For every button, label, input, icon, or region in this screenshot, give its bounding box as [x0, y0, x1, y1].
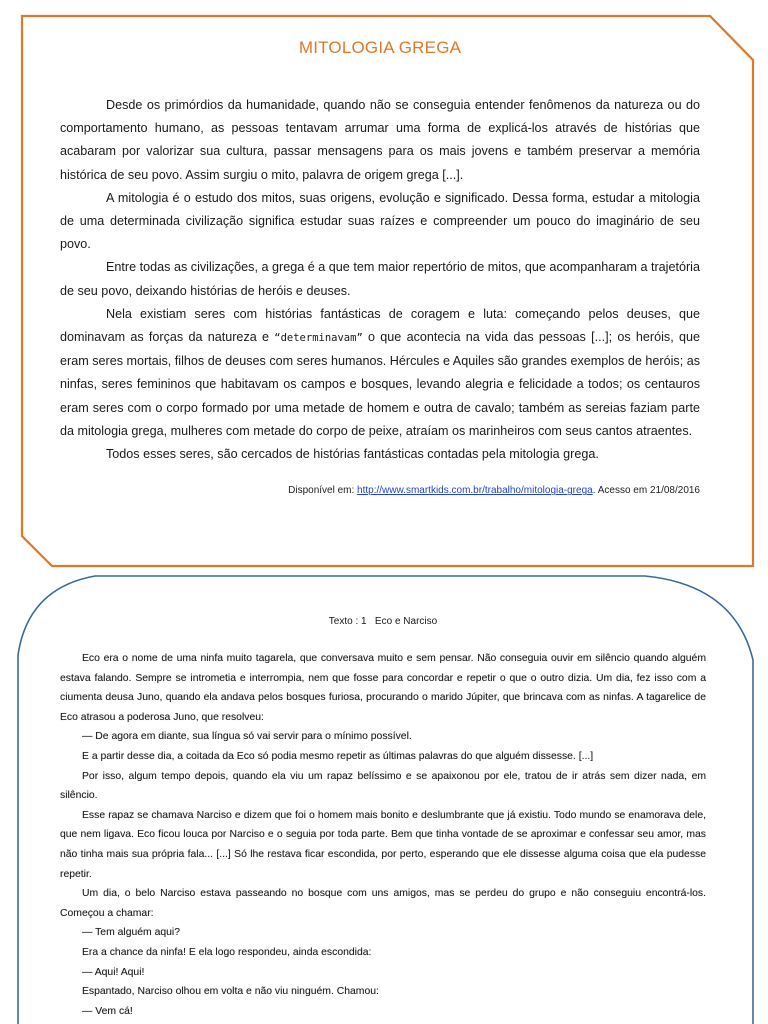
paragraph-part: Nela existiam seres com histórias fantásticas de coragem e luta: começando pelos deuses, que dominavam as forças da natureza e	[60, 306, 700, 345]
source-link[interactable]: http://www.smartkids.com.br/trabalho/mitologia-grega	[357, 485, 593, 497]
paragraph: A mitologia é o estudo dos mitos, suas origens, evolução e significado. Dessa forma, estudar a mitologia de uma determinada civilização significa estudar suas raízes e compreender um pouco do imaginário de seu povo.	[60, 190, 700, 252]
quoted-word: “determinavam”	[274, 332, 363, 345]
text-title: Texto : 1 Eco e Narciso	[328, 616, 438, 627]
paragraph: — De agora em diante, sua língua só vai servir para o mínimo possível.	[82, 731, 412, 743]
mythology-body	[60, 94, 700, 466]
paragraph: Entre todas as civilizações, a grega é a que tem maior repertório de mitos, que acompanharam a trajetória de seu povo, deixando histórias de heróis e deuses.	[60, 260, 700, 298]
eco-narciso-section	[60, 613, 706, 1024]
paragraph: Era a chance da ninfa! E ela logo respondeu, ainda escondida:	[82, 946, 372, 958]
source-prefix: Disponível em:	[288, 485, 358, 497]
paragraph: Desde os primórdios da humanidade, quando não se conseguia entender fenômenos da natureza ou do comportamento humano, as pessoas tentavam arrumar uma forma de explicá-los através de histórias que acabaram por valorizar sua cultura, passar mensagens para os mais jovens e também preservar a memória histórica de seu povo. Assim surgiu o mito, palavra de origem grega [...].	[60, 98, 700, 182]
paragraph: — Aqui! Aqui!	[82, 966, 145, 978]
paragraph: Por isso, algum tempo depois, quando ela viu um rapaz belíssimo e se apaixonou por ele, tratou de ir atrás sem dizer nada, em silêncio.	[60, 770, 706, 802]
paragraph: — Vem cá!	[82, 1005, 133, 1017]
paragraph: Espantado, Narciso olhou em volta e não viu ninguém. Chamou:	[82, 986, 379, 998]
paragraph: — Tem alguém aqui?	[82, 927, 180, 939]
paragraph-part: o que acontecia na vida das pessoas [...]; os heróis, que eram seres mortais, filhos de deuses com seres humanos. Hércules e Aquiles são grandes exemplos de heróis; as ninfas, seres femininos que habitavam os campos e bosques, levando alegria e felicidade a todos; os centauros eram seres com o corpo formado por uma metade de homem e outra de cavalo; também as sereias faziam parte da mitologia grega, mulheres com metade do corpo de peixe, atraíam os marinheiros com seus cantos atraentes.	[60, 330, 700, 438]
mythology-section	[60, 32, 700, 547]
section-title: MITOLOGIA GREGA	[298, 38, 462, 57]
paragraph: Todos esses seres, são cercados de histórias fantásticas contadas pela mitologia grega.	[106, 447, 599, 462]
paragraph	[60, 303, 700, 443]
paragraph: E a partir desse dia, a coitada da Eco só podia mesmo repetir as últimas palavras do que alguém dissesse. [...]	[82, 750, 594, 762]
paragraph: Esse rapaz se chamava Narciso e dizem que foi o homem mais bonito e deslumbrante que já existiu. Todo mundo se enamorava dele, que nem ligava. Eco ficou louca por Narciso e o seguia por toda parte. Bem que tinha vontade de se aproximar e confessar seu amor, mas não tinha mais sua própria fala... [...] Só lhe restava ficar escondida, por perto, esperando que ele dissesse alguma coisa que ela pudesse repetir.	[60, 809, 706, 880]
paragraph: Eco era o nome de uma ninfa muito tagarela, que conversava muito e sem pensar. Não conseguia ouvir em silêncio quando alguém estava falando. Sempre se intrometia e interrompia, nem que fosse para concordar e repetir o que o outro dizia. Um dia, fez isso com a ciumenta deusa Juno, quando ela andava pelos bosques furiosa, procurando o marido Júpiter, que brincava com as ninfas. A tagarelice de Eco atrasou a poderosa Juno, que resolveu:	[60, 653, 706, 723]
story-body	[60, 649, 706, 1021]
paragraph: Um dia, o belo Narciso estava passeando no bosque com uns amigos, mas se perdeu do grupo e não conseguiu encontrá-los. Começou a chamar:	[60, 888, 706, 919]
source-suffix: . Acesso em 21/08/2016	[592, 485, 700, 497]
source-citation	[60, 485, 700, 496]
